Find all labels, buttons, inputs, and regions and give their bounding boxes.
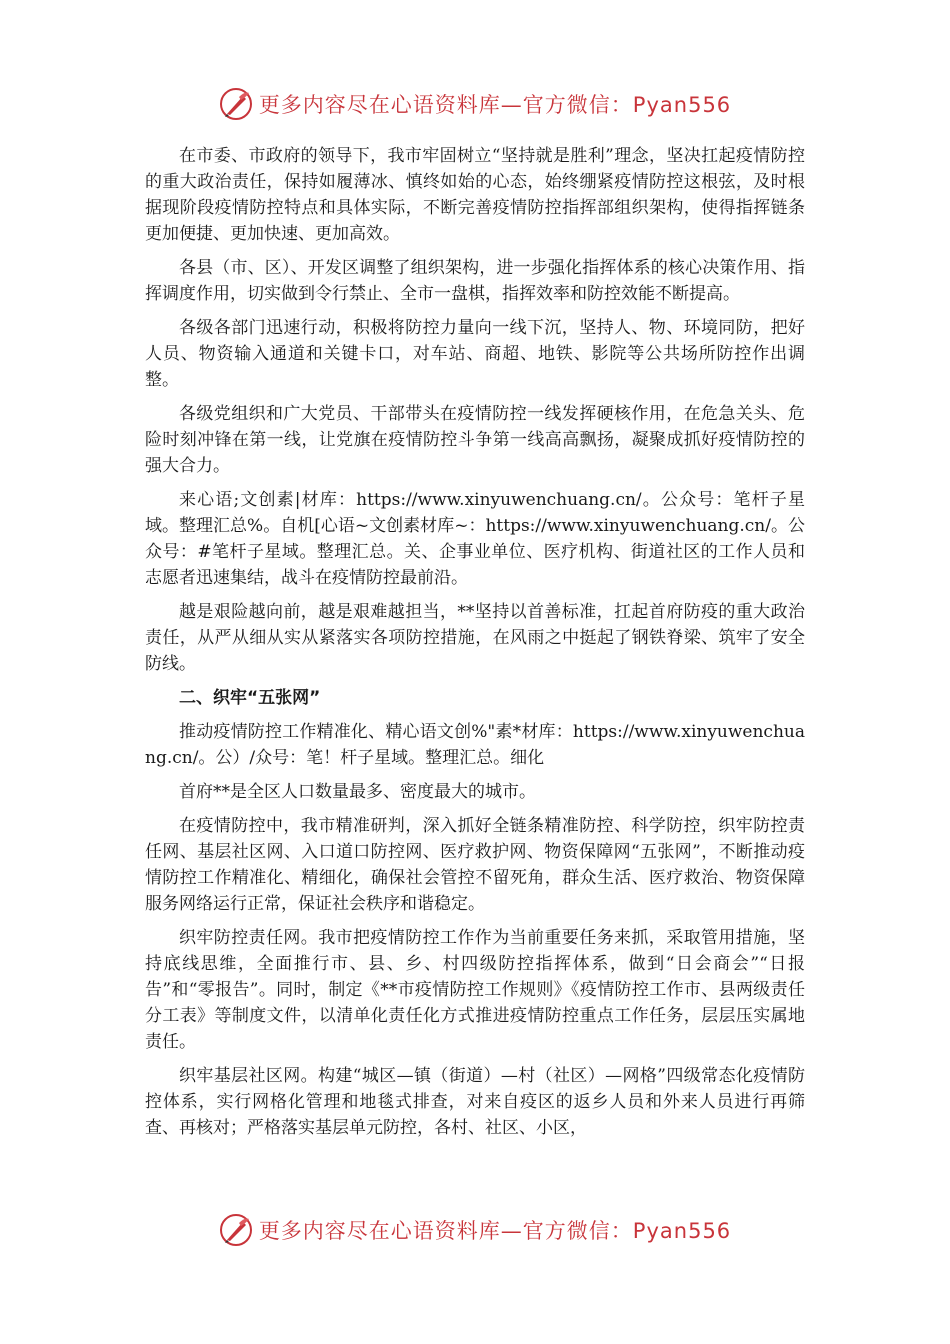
- paragraph: 各级党组织和广大党员、干部带头在疫情防控一线发挥硬核作用，在危急关头、危险时刻冲锋在第一线，让党旗在疫情防控斗争第一线高高飘扬，凝聚成抓好疫情防控的强大合力。: [145, 404, 805, 476]
- header-banner: [0, 84, 950, 124]
- paragraph: 在市委、市政府的领导下，我市牢固树立“坚持就是胜利”理念，坚决扛起疫情防控的重大政治责任，保持如履薄冰、慎终如始的心态，始终绷紧疫情防控这根弦，及时根据现阶段疫情防控特点和具体实际，不断完善疫情防控指挥部组织架构，使得指挥链条更加便捷、更加快速、更加高效。: [145, 146, 805, 244]
- paragraph: 织牢基层社区网。构建“城区—镇（街道）—村（社区）—网格”四级常态化疫情防控体系，实行网格化管理和地毯式排查，对来自疫区的返乡人员和外来人员进行再筛查、再核对；严格落实基层单元防控，各村、社区、小区，: [145, 1066, 805, 1138]
- paragraph: 推动疫情防控工作精准化、精心语文创%"素*材库：https://www.xinyuwenchuang.cn/。公）/众号：笔！杆子星域。整理汇总。细化: [145, 722, 805, 768]
- paragraph: 各县（市、区）、开发区调整了组织架构，进一步强化指挥体系的核心决策作用、指挥调度作用，切实做到令行禁止、全市一盘棋，指挥效率和防控效能不断提高。: [145, 258, 805, 304]
- paragraph: 各级各部门迅速行动，积极将防控力量向一线下沉，坚持人、物、环境同防，把好人员、物资输入通道和关键卡口，对车站、商超、地铁、影院等公共场所防控作出调整。: [145, 318, 805, 390]
- banner-text: 更多内容尽在心语资料库—官方微信：Pyan556: [258, 1219, 732, 1243]
- paragraph: 在疫情防控中，我市精准研判，深入抓好全链条精准防控、科学防控，织牢防控责任网、基层社区网、入口道口防控网、医疗救护网、物资保障网“五张网”，不断推动疫情防控工作精准化、精细化，确保社会管控不留死角，群众生活、医疗救治、物资保障服务网络运行正常，保证社会秩序和谐稳定。: [145, 816, 805, 914]
- document-body: [145, 143, 805, 1149]
- quill-pen-logo-icon: [219, 87, 253, 121]
- footer-banner: [0, 1210, 950, 1250]
- paragraph: 来心语;文创素|材库：https://www.xinyuwenchuang.cn/。公众号：笔杆子星域。整理汇总%。自机[心语~文创素材库~：https://www.xinyuwenchuang.cn/。公众号：#笔杆子星域。整理汇总。关、企事业单位、医疗机构、街道社区的工作人员和志愿者迅速集结，战斗在疫情防控最前沿。: [145, 490, 805, 588]
- banner-text: 更多内容尽在心语资料库—官方微信：Pyan556: [258, 93, 732, 117]
- quill-pen-logo-icon: [219, 1213, 253, 1247]
- section-heading: 二、织牢“五张网”: [179, 688, 321, 708]
- paragraph: 越是艰险越向前，越是艰难越担当，**坚持以首善标准，扛起首府防疫的重大政治责任，从严从细从实从紧落实各项防控措施，在风雨之中挺起了钢铁脊梁、筑牢了安全防线。: [145, 602, 805, 674]
- paragraph: 首府**是全区人口数量最多、密度最大的城市。: [179, 782, 536, 802]
- paragraph: 织牢防控责任网。我市把疫情防控工作作为当前重要任务来抓，采取管用措施，坚持底线思维，全面推行市、县、乡、村四级防控指挥体系，做到“日会商会”“日报告”和“零报告”。同时，制定《**市疫情防控工作规则》《疫情防控工作市、县两级责任分工表》等制度文件，以清单化责任化方式推进疫情防控重点工作任务，层层压实属地责任。: [145, 928, 805, 1052]
